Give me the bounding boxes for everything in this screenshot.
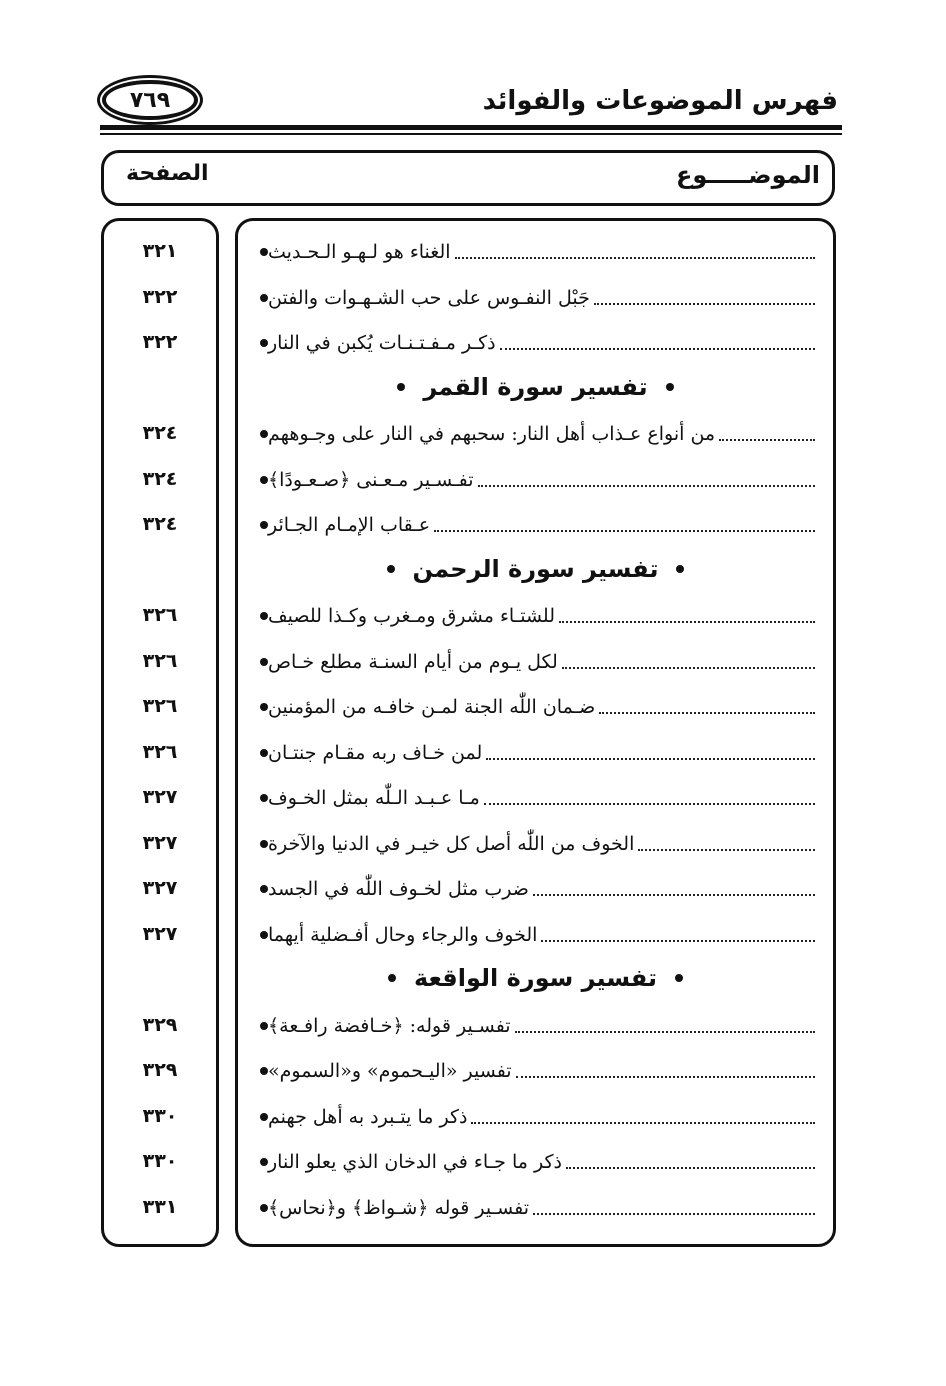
bullet-icon (260, 1113, 268, 1121)
bullet-icon (260, 339, 268, 347)
entry-page-number: ٣٢٩ (142, 1013, 178, 1036)
entry-text: لمن خـاف ربه مقـام جنتـان (268, 741, 483, 764)
index-entry (250, 419, 819, 449)
dot-leader (455, 256, 815, 259)
dot-leader (638, 848, 815, 851)
index-entry (250, 647, 819, 677)
entry-text: ذكر ما يتـبرد به أهل جهنم (268, 1105, 468, 1128)
entry-text: الخوف من اللّٰه أصل كل خيـر في الدنيا والآخرة (268, 832, 635, 855)
entry-page-number: ٣٢٤ (142, 467, 178, 490)
entry-text: الخوف والرجاء وحال أفـضلية أيهما (268, 923, 538, 946)
bullet-icon (260, 931, 268, 939)
dot-leader (484, 802, 815, 805)
entry-text: تفسـير قوله: ﴿خـافضة رافـعة﴾ (268, 1014, 511, 1037)
entry-page-number: ٣٢٦ (142, 604, 178, 626)
column-topic-label: الموضـــــوع (675, 161, 820, 189)
dot-leader (533, 893, 815, 896)
dot-leader (533, 1212, 815, 1215)
entry-text: تفسير «اليـحموم» و«السموم» (268, 1060, 512, 1082)
column-header (101, 150, 835, 206)
bullet-icon (260, 248, 268, 256)
entry-page-number: ٣٢٩ (142, 1059, 178, 1081)
index-entry (250, 783, 819, 813)
dot-leader (471, 1121, 815, 1124)
dot-leader (516, 1075, 815, 1078)
bullet-icon (260, 612, 268, 620)
bullet-icon (666, 383, 674, 391)
bullet-icon (260, 1204, 268, 1212)
entry-page-number: ٣٢٧ (142, 786, 178, 808)
entry-page-number: ٣٢٢ (142, 285, 178, 308)
page-number-badge (102, 80, 198, 120)
header-rule-thick (100, 125, 842, 130)
bullet-icon (260, 430, 268, 438)
entry-text: الغناء هو لـهـو الـحـديث (268, 241, 451, 263)
surah-heading-text: تفسير سورة القمر (423, 372, 648, 401)
topics-column (235, 218, 836, 1247)
index-entry (250, 1011, 819, 1041)
entry-page-number: ٣٢٧ (142, 922, 178, 945)
bullet-icon (675, 974, 683, 982)
header-rule-thin (100, 133, 842, 135)
index-entry (250, 1056, 819, 1086)
bullet-icon (676, 565, 684, 573)
entry-page-number: ٣٣٠ (142, 1150, 178, 1172)
bullet-icon (260, 1067, 268, 1075)
column-page-label: الصفحة (126, 161, 209, 186)
index-entry (250, 601, 819, 631)
running-title: فهرس الموضوعات والفوائد (482, 86, 838, 116)
bullet-icon (260, 1022, 268, 1030)
index-entry (250, 465, 819, 495)
index-entry (250, 283, 819, 313)
entry-text: ذكـر مـفـتـنـات يُكبن في النار (268, 332, 496, 354)
dot-leader (478, 484, 815, 487)
dot-leader (515, 1030, 815, 1033)
surah-heading (238, 961, 833, 995)
entry-page-number: ٣٢٧ (142, 877, 178, 899)
entry-text: جَبْل النفـوس على حب الشـهـوات والفتن (268, 286, 590, 309)
index-entry (250, 1102, 819, 1132)
index-entry (250, 738, 819, 768)
entry-text: ذكر ما جـاء في الدخان الذي يعلو النار (268, 1151, 562, 1173)
entry-page-number: ٣٢٤ (142, 513, 178, 535)
index-entry (250, 692, 819, 722)
entry-text: من أنواع عـذاب أهل النار: سحبهم في النار على وجـوههم (268, 423, 716, 445)
index-entry (250, 510, 819, 540)
entry-page-number: ٣٢٢ (142, 331, 178, 353)
surah-heading (238, 552, 833, 586)
page-number: ٧٦٩ (129, 88, 171, 113)
entry-page-number: ٣٢٦ (142, 740, 178, 763)
entry-page-number: ٣٢٤ (142, 422, 178, 444)
dot-leader (599, 711, 815, 714)
dot-leader (719, 438, 815, 441)
bullet-icon (260, 885, 268, 893)
entry-page-number: ٣٢٧ (142, 831, 178, 854)
entry-text: عـقاب الإمـام الجـائر (268, 514, 431, 536)
bullet-icon (260, 703, 268, 711)
entry-page-number: ٣٣١ (142, 1195, 178, 1218)
dot-leader (486, 757, 815, 760)
entry-text: ضرب مثل لخـوف اللّٰه في الجسد (268, 878, 529, 900)
surah-heading-text: تفسير سورة الواقعة (413, 964, 658, 992)
index-entry (250, 1193, 819, 1223)
bullet-icon (260, 1158, 268, 1166)
index-entry (250, 237, 819, 267)
page-header (96, 70, 846, 140)
surah-heading (238, 370, 833, 404)
entry-text: لكل يـوم من أيام السنـة مطلع خـاص (268, 650, 558, 673)
index-entry (250, 920, 819, 950)
entry-page-number: ٣٢٦ (142, 695, 178, 717)
entry-text: مـا عـبـد الـلّٰه بمثل الخـوف (268, 787, 480, 809)
bullet-icon (260, 794, 268, 802)
entry-page-number: ٣٢٦ (142, 649, 178, 672)
entry-text: تفـسـير مـعـنى ﴿صـعـودًا﴾ (268, 468, 474, 491)
dot-leader (562, 666, 815, 669)
dot-leader (434, 529, 815, 532)
bullet-icon (260, 521, 268, 529)
dot-leader (541, 939, 815, 942)
bullet-icon (387, 565, 395, 573)
entry-text: ضـمان اللّٰه الجنة لمـن خافـه من المؤمنين (268, 696, 596, 718)
entry-page-number: ٣٢١ (142, 240, 178, 262)
page-numbers-column (101, 218, 219, 1247)
entry-text: تفسـير قوله ﴿شـواظ﴾ و﴿نحاس﴾ (268, 1196, 530, 1219)
index-entry (250, 874, 819, 904)
dot-leader (566, 1166, 815, 1169)
dot-leader (559, 620, 815, 623)
bullet-icon (388, 974, 396, 982)
index-entry (250, 328, 819, 358)
surah-heading-text: تفسير سورة الرحمن (412, 554, 659, 583)
index-entry (250, 1147, 819, 1177)
bullet-icon (397, 383, 405, 391)
entry-page-number: ٣٣٠ (142, 1104, 178, 1127)
dot-leader (500, 347, 815, 350)
entry-text: للشتـاء مشرق ومـغرب وكـذا للصيف (268, 605, 556, 627)
bullet-icon (260, 749, 268, 757)
bullet-icon (260, 294, 268, 302)
index-entry (250, 829, 819, 859)
bullet-icon (260, 476, 268, 484)
dot-leader (594, 302, 815, 305)
bullet-icon (260, 840, 268, 848)
bullet-icon (260, 658, 268, 666)
